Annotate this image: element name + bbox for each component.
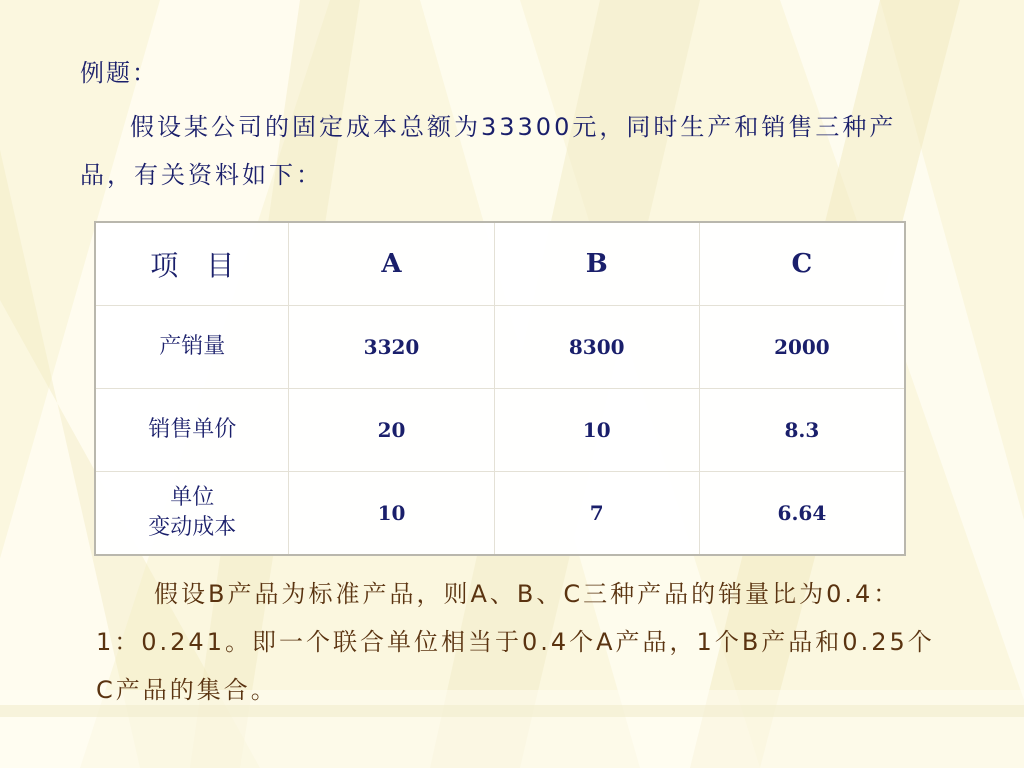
cell-a-unit-price: 20 (289, 389, 494, 472)
conclusion-paragraph: 假设B产品为标准产品，则A、B、C三种产品的销量比为0.4：1：0.241。即一个联合单位相当于0.4个A产品，1个B产品和0.25个C产品的集合。 (96, 580, 935, 704)
table-row (95, 389, 905, 472)
intro-paragraph: 假设某公司的固定成本总额为33300元，同时生产和销售三种产品，有关资料如下： (80, 113, 897, 189)
header-product-b: B (494, 222, 699, 306)
header-product-a: A (289, 222, 494, 306)
cell-b-sales-volume: 8300 (494, 306, 699, 389)
cell-c-unit-price: 8.3 (699, 389, 905, 472)
cell-a-unit-variable-cost: 10 (289, 472, 494, 556)
row-label-unit-price: 销售单价 (95, 389, 289, 472)
cell-c-sales-volume: 2000 (699, 306, 905, 389)
header-product-c: C (699, 222, 905, 306)
product-data-table (94, 221, 906, 556)
header-item: 项 目 (95, 222, 289, 306)
cell-b-unit-variable-cost: 7 (494, 472, 699, 556)
table-row (95, 306, 905, 389)
example-heading: 例题： (80, 59, 158, 87)
table-header-row (95, 222, 905, 306)
cell-b-unit-price: 10 (494, 389, 699, 472)
table-row (95, 472, 905, 556)
row-label-line-1: 单位 (170, 485, 215, 510)
cell-a-sales-volume: 3320 (289, 306, 494, 389)
row-label-line-2: 变动成本 (148, 515, 237, 540)
row-label-sales-volume: 产销量 (95, 306, 289, 389)
row-label-unit-variable-cost (95, 472, 289, 556)
cell-c-unit-variable-cost: 6.64 (699, 472, 905, 556)
